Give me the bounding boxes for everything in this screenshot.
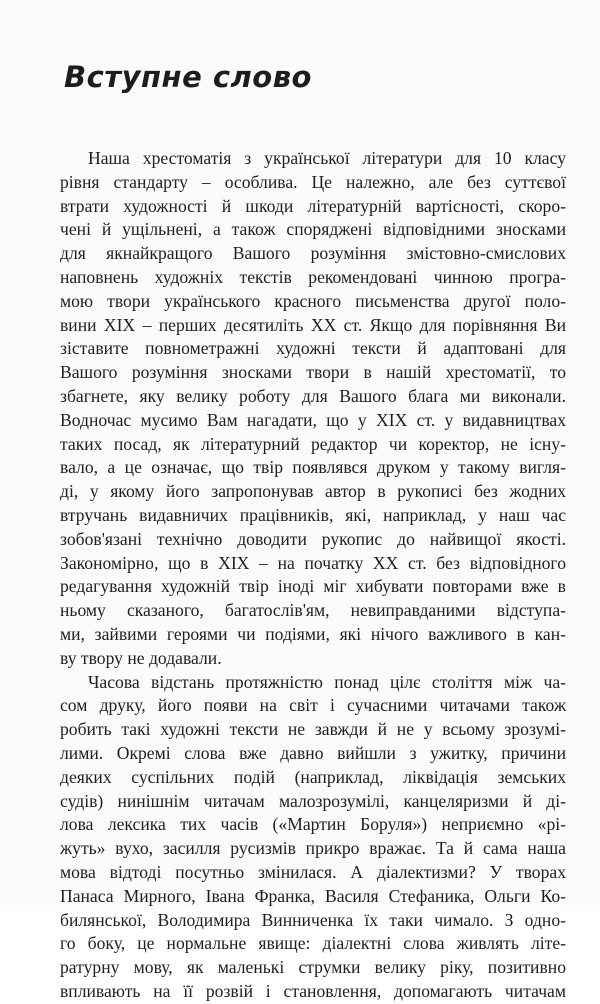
text-line: лова лексика тих часів («Мартин Боруля») неприємно «рі-: [60, 814, 566, 835]
text-line: Часова відстань протяжністю понад цілє століття між ча-: [88, 671, 566, 692]
page-title: Вступне слово: [64, 60, 312, 94]
text-line: для якнайкращого Вашого розуміння змістовно-смислових: [60, 243, 566, 264]
text-line: втручань видавничих працівників, які, наприклад, у наш час: [60, 504, 566, 525]
text-line: рівня стандарту – особлива. Це належно, але без суттєвої: [60, 171, 566, 192]
text-line: впливають на її розвій і становлення, допомагають читачам: [60, 980, 566, 1001]
text-line: судів) нинішнім читачам малозрозумілі, канцеляризми й ді-: [60, 790, 566, 811]
text-line: вини XIX – перших десятиліть XX ст. Якщо для порівняння Ви: [60, 314, 566, 335]
text-line: таких посад, як літературний редактор чи коректор, не існу-: [60, 433, 566, 454]
text-line: сом друку, його появи на світ і сучасними читачами також: [60, 695, 566, 716]
text-line: ми, зайвими героями чи подіями, які нічого важливого в кан-: [60, 623, 566, 644]
text-line: мова відтоді посутньо змінилася. А діалектизми? У творах: [60, 861, 566, 882]
text-line: деяких суспільних подій (наприклад, ліквідація земських: [60, 766, 566, 787]
text-line: втрати художності й шкоди літературній вартісності, скоро-: [60, 195, 566, 216]
text-line: билянської, Володимира Винниченка їх таки чимало. З одно-: [60, 909, 566, 930]
text-line: зіставите повнометражні художні тексти й адаптовані для: [60, 338, 566, 359]
text-line: Наша хрестоматія з української літератури для 10 класу: [88, 148, 566, 168]
text-line: ратурну мову, як маленькі струмки велику ріку, позитивно: [60, 957, 566, 978]
text-line: Панаса Мирного, Івана Франка, Василя Стефаника, Ольги Ко-: [60, 885, 566, 906]
text-line: ньому сказаного, багатослів'ям, невиправданими відступа-: [60, 600, 566, 621]
text-line: Закономірно, що в XIX – на початку XX ст. без відповідного: [60, 552, 566, 573]
text-line: вало, а це означає, що твір появлявся друком у такому вигля-: [60, 457, 566, 478]
text-line: го боку, це нормальне явище: діалектні слова живлять літе-: [60, 933, 566, 954]
text-line: чені й ущільнені, а також споряджені відповідними зносками: [60, 219, 566, 240]
text-line: ді, у якому його запропонував автор в рукописі без жодних: [60, 481, 566, 502]
text-line: Вашого розуміння зносками твори в нашій хрестоматії, то: [60, 362, 566, 383]
text-line: наповнень художніх текстів рекомендовані чинною програ-: [60, 266, 566, 287]
text-line: робить такі художні тексти не завжди й не у всьому зрозумі-: [60, 719, 566, 740]
body-text: [60, 147, 566, 1004]
text-line: збагнете, яку велику роботу для Вашого блага ми виконали.: [60, 385, 566, 406]
text-line: ву твору не додавали.: [60, 647, 222, 668]
text-line: редагування художній твір іноді міг хибувати повторами вже в: [60, 576, 566, 597]
text-line: Водночас мусимо Вам нагадати, що у XIX ст. у видавництвах: [60, 409, 566, 430]
text-line: зобов'язані технічно доводити рукопис до найвищої якості.: [60, 528, 566, 549]
text-line: жуть» вухо, засилля русизмів прикро вражає. Та й сама наша: [60, 838, 566, 859]
text-line: лими. Окремі слова вже давно вийшли з ужитку, причини: [60, 742, 566, 763]
text-line: мою твори українського красного письменства другої поло-: [60, 290, 566, 311]
